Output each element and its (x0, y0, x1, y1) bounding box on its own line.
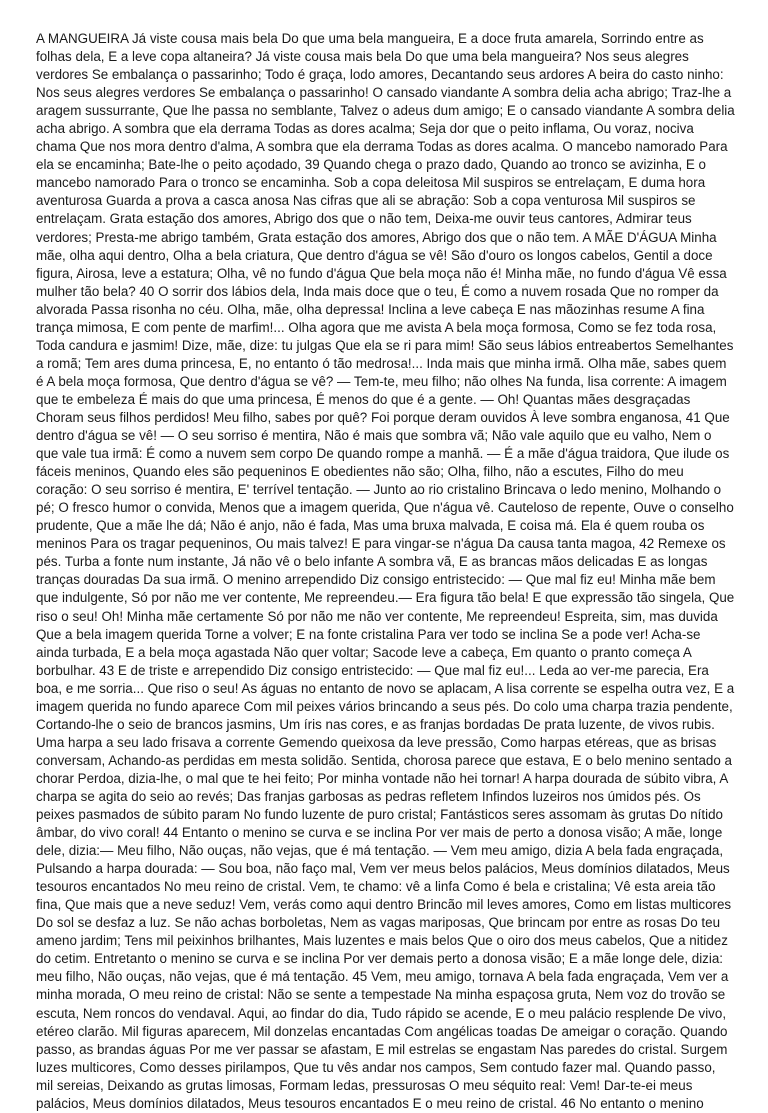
document-body-text: A MANGUEIRA Já viste cousa mais bela Do que uma bela mangueira, E a doce fruta amarela, Sorrindo entre as folhas dela, E a leve copa altaneira? Já viste cousa mais bela Do que uma bela mangueira? Nos seus alegres verdores Se embalança o passarinho; Todo é graça, lodo amores, Decantando seus ardores A beira do casto ninho: Nos seus alegres verdores Se embalança o passarinho! O cansado viandante A sombra delia acha abrigo; Traz-lhe a aragem sussurrante, Que lhe passa no semblante, Talvez o adeus dum amigo; E o cansado viandante A sombra delia acha abrigo. A sombra que ela derrama Todas as dores acalma; Seja dor que o peito inflama, Ou voraz, nociva chama Que nos mora dentro d'alma, A sombra que ela derrama Todas as dores acalma. O mancebo namorado Para ela se encaminha; Bate-lhe o peito açodado, 39 Quando chega o prazo dado, Quando ao tronco se avizinha, E o mancebo namorado Para o tronco se encaminha. Sob a copa deleitosa Mil suspiros se entrelaçam, E duma hora aventurosa Guarda a prova a casca anosa Nas cifras que ali se abração: Sob a copa venturosa Mil suspiros se entrelaçam. Grata estação dos amores, Abrigo dos que o não tem, Deixa-me ouvir teus cantores, Admirar teus verdores; Presta-me abrigo também, Grata estação dos amores, Abrigo dos que o não tem. A MÃE D'ÁGUA Minha mãe, olha aqui dentro, Olha a bela criatura, Que dentro d'água se vê! São d'ouro os longos cabelos, Gentil a doce figura, Airosa, leve a estatura; Olha, vê no fundo d'água Que bela moça não é! Minha mãe, no fundo d'água Vê essa mulher tão bela? 40 O sorrir dos lábios dela, Inda mais doce que o teu, É como a nuvem rosada Que no romper da alvorada Passa risonha no céu. Olha, mãe, olha depressa! Inclina a leve cabeça E nas mãozinhas resume A fina trança mimosa, E com pente de marfim!... Olha agora que me avista A bela moça formosa, Como se fez toda rosa, Toda candura e jasmim! Dize, mãe, dize: tu julgas Que ela se ri para mim! São seus lábios entreabertos Semelhantes a romã; Tem ares duma princesa, E, no entanto ó tão medrosa!... Inda mais que minha irmã. Olha mãe, sabes quem é A bela moça formosa, Que dentro d'água se vê? — Tem-te, meu filho; não olhes Na funda, lisa corrente: A imagem que te embeleza É mais do que uma princesa, É menos do que é a gente. — Oh! Quantas mães desgraçadas Choram seus filhos perdidos! Meu filho, sabes por quê? Foi porque deram ouvidos À leve sombra enganosa, 41 Que dentro d'água se vê! — O seu sorriso é mentira, Não é mais que sombra vã; Não vale aquilo que eu valho, Nem o que vale tua irmã: É como a nuvem sem corpo De quando rompe a manhã. — É a mãe d'água traidora, Que ilude os fáceis meninos, Quando eles são pequeninos E obedientes não são; Olha, filho, não a escutes, Filho do meu coração: O seu sorriso é mentira, E' terrível tentação. — Junto ao rio cristalino Brincava o ledo menino, Molhando o pé; O fresco humor o convida, Menos que a imagem querida, Que n'água vê. Cauteloso de repente, Ouve o conselho prudente, Que a mãe lhe dá; Não é anjo, não é fada, Mas uma bruxa malvada, E coisa má. Ela é quem rouba os meninos Para os tragar pequeninos, Ou mais talvez! E para vingar-se n'água Da causa tanta magoa, 42 Remexe os pés. Turba a fonte num instante, Já não vê o belo infante A sombra vã, E as brancas mãos delicadas E as longas tranças douradas Da sua irmã. O menino arrependido Diz consigo entristecido: — Que mal fiz eu! Minha mãe bem que indulgente, Só por não me ver contente, Me repreendeu.— Era figura tão bela! E que expressão tão singela, Que riso o seu! Oh! Minha mãe certamente Só por não me não ver contente, Me repreendeu! Espreita, sim, mas duvida Que a bela imagem querida Torne a volver; E na fonte cristalina Para ver todo se inclina Se a pode ver! Acha-se ainda turbada, E a bela moça agastada Não quer voltar; Sacode leve a cabeça, Em quanto o pranto começa A borbulhar. 43 E de triste e arrependido Diz consigo entristecido: — Que mal fiz eu!... Leda ao ver-me parecia, Era boa, e me sorria... Que riso o seu! As águas no entanto de novo se aplacam, A lisa corrente se espelha outra vez, E a imagem querida no fundo aparece Com mil peixes vários brincando a seus pés. Do colo uma charpa trazia pendente, Cortando-lhe o seio de brancos jasmins, Um íris nas cores, e as franjas bordadas De prata luzente, de vivos rubis. Uma harpa a seu lado frisava a corrente Gemendo queixosa da leve pressão, Como harpas etéreas, que as brisas conversam, Achando-as perdidas em mesta solidão. Sentida, chorosa parece que estava, E o belo menino sentado a chorar Perdoa, dizia-lhe, o mal que te hei feito; Por minha vontade não hei tornar! A harpa dourada de súbito vibra, A charpa se agita do seio ao revés; Das franjas garbosas as pedras refletem Infindos luzeiros nos úmidos pés. Os peixes pasmados de súbito param No fundo luzente de puro cristal; Fantásticos seres assomam às grutas Do nítido âmbar, do vivo coral! 44 Entanto o menino se curva e se inclina Por ver mais de perto a donosa visão; A mãe, longe dele, dizia:— Meu filho, Não ouças, não vejas, que é má tentação. — Vem meu amigo, dizia A bela fada engraçada, Pulsando a harpa dourada: — Sou boa, não faço mal, Vem ver meus belos palácios, Meus domínios dilatados, Meus tesouros encantados No meu reino de cristal. Vem, te chamo: vê a linfa Como é bela e cristalina; Vê esta areia tão fina, Que mais que a neve seduz! Vem, verás como aqui dentro Brincão mil leves amores, Como em listas multicores Do sol se desfaz a luz. Se não achas borboletas, Nem as vagas mariposas, Que brincam por entre as rosas Do teu ameno jardim; Tens mil peixinhos brilhantes, Mais luzentes e mais belos Que o oiro dos meus cabelos, Que a nitidez do cetim. Entretanto o menino se curva e se inclina Por ver demais perto a donosa visão; E a mãe longe dele, dizia: meu filho, Não ouças, não vejas, que é má tentação. 45 Vem, meu amigo, tornava A bela fada engraçada, Vem ver a minha morada, O meu reino de cristal: Não se sente a tempestade Na minha espaçosa gruta, Nem voz do trovão se escuta, Nem roncos do vendaval. Aqui, ao findar do dia, Tudo rápido se acende, E o meu palácio resplende De vivo, etéreo clarão. Mil figuras aparecem, Mil donzelas encantadas Com angélicas toadas De ameigar o coração. Quando passo, as brandas águas Por me ver passar se afastam, E mil estrelas se engastam Nas paredes do cristal. Surgem luzes multicores, Como desses pirilampos, Que tu vês andar nos campos, Sem contudo fazer mal. Quando passo, mil sereias, Deixando as grutas limosas, Formam ledas, pressurosas O meu séquito real: Vem! Dar-te-ei meus palácios, Meus domínios dilatados, Meus tesouros encantados E o meu reino de cristal. 46 No entanto o menino (36, 31, 735, 1111)
document-page (36, 30, 736, 1111)
